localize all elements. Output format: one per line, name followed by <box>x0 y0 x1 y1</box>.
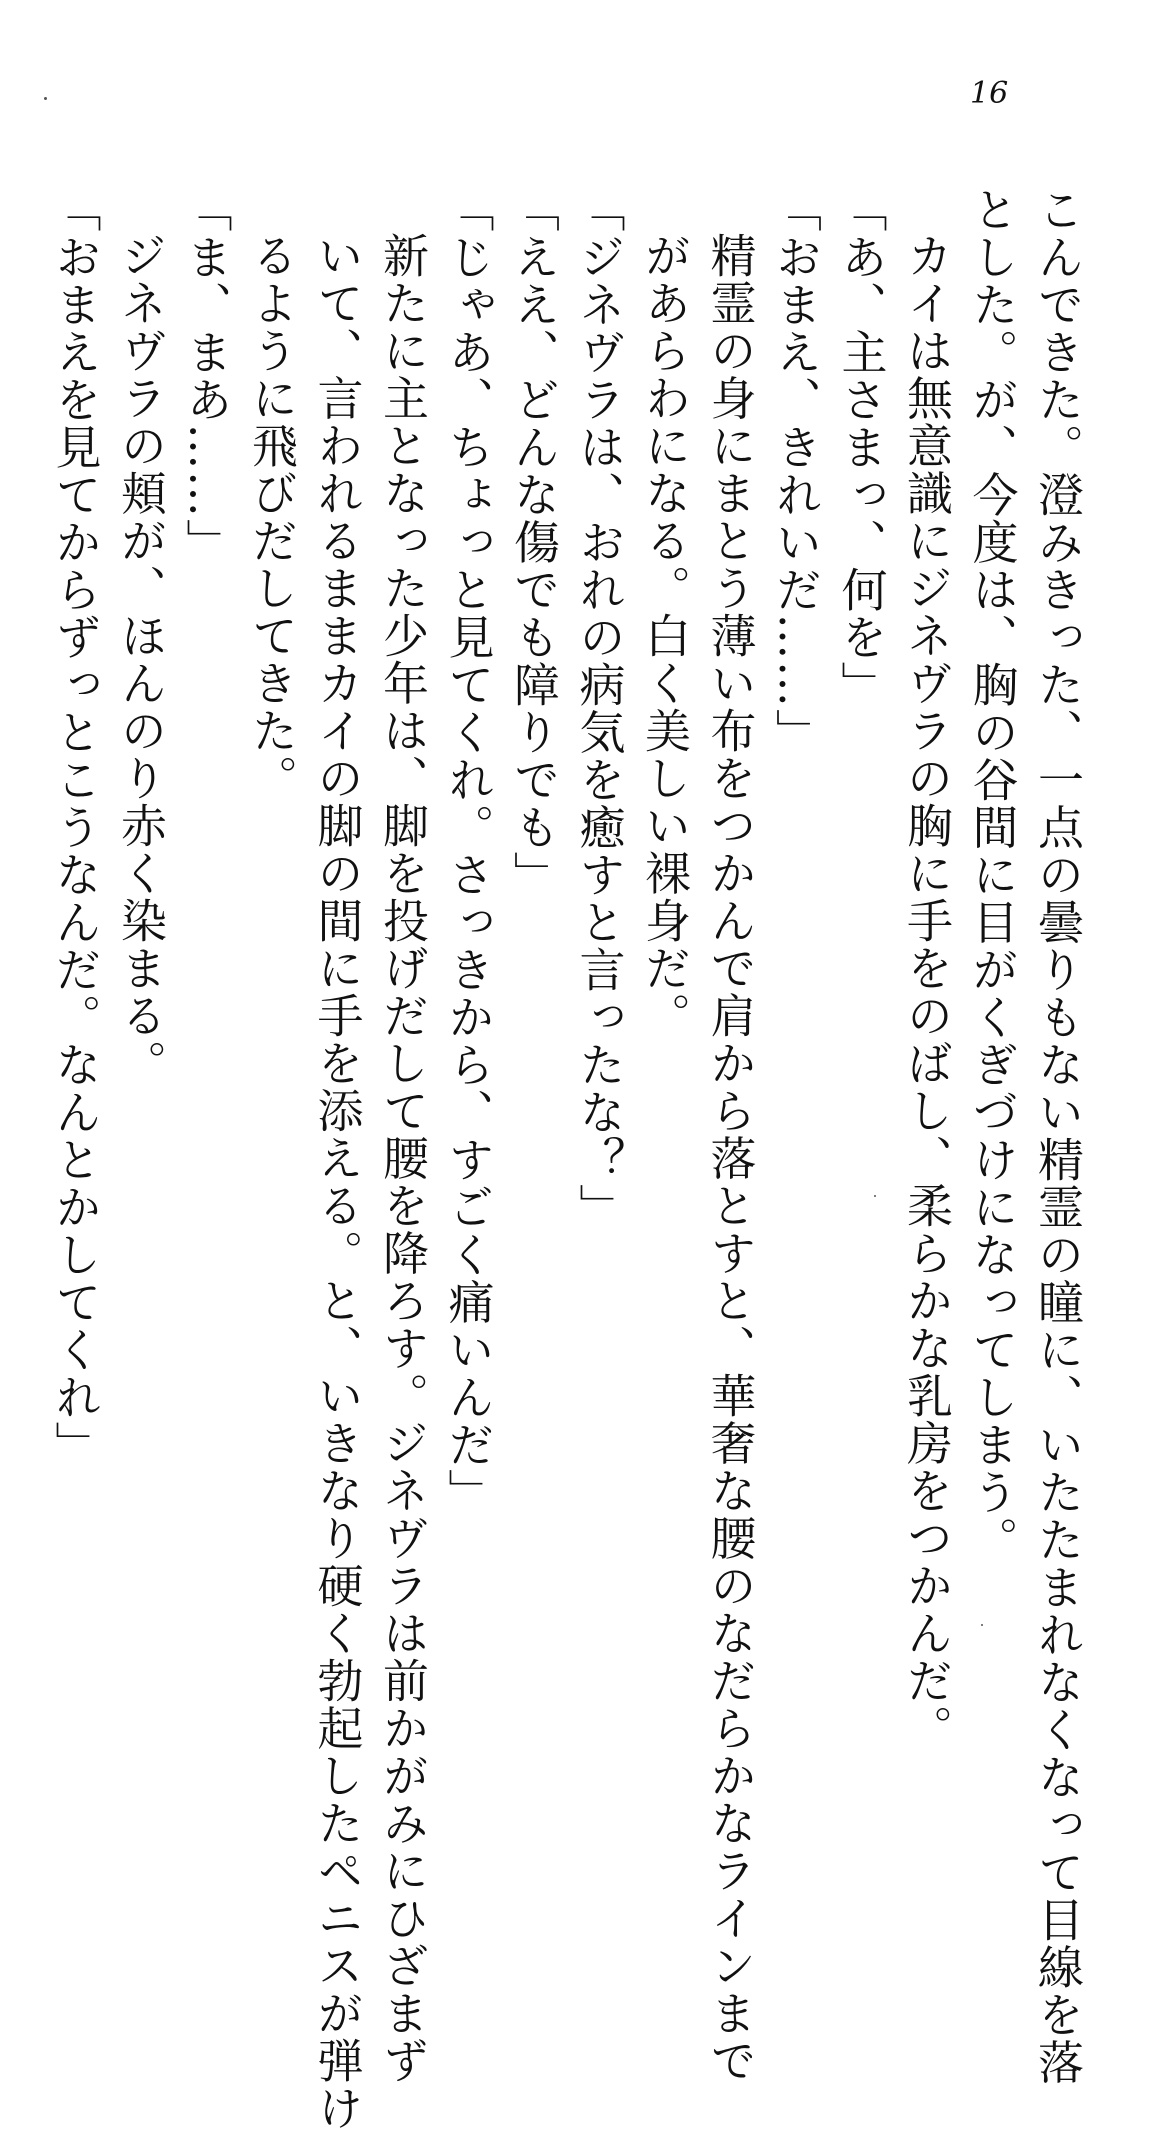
paragraph <box>894 186 960 1752</box>
text-line: 「おまえ、きれいだ……」 <box>769 186 823 756</box>
text-line: 精霊の身にまとう薄い布をつかんで肩から落とすと、華奢な腰のなだらかなラインまで <box>703 232 758 2085</box>
text-line: 「おまえを見てからずっとこうなんだ。なんとかしてくれ」 <box>48 186 103 1469</box>
paragraph <box>632 186 763 2085</box>
page-number: 16 <box>970 76 1009 111</box>
scan-speck <box>874 1195 876 1197</box>
dialogue-line <box>566 186 632 1706</box>
text-line: とした。が、今度は、胸の谷間に目がくぎづけになってしまう。 <box>965 186 1020 1564</box>
text-line: るように飛びだしてきた。 <box>245 232 299 802</box>
text-line: 「ええ、どんな傷でも障りでも」 <box>507 186 561 899</box>
text-line: 新たに主となった少年は、脚を投げだして腰を降ろす。ジネヴラは前かがみにひざまず <box>376 232 430 2085</box>
text-line: ジネヴラの頬が、ほんのり赤く染まる。 <box>114 232 168 1087</box>
dialogue-line <box>501 186 567 1706</box>
scan-speck <box>44 97 47 100</box>
body-text <box>48 186 1090 2132</box>
paragraph <box>108 186 174 1706</box>
dialogue-line <box>763 186 829 1706</box>
text-line: があらわになる。白く美しい裸身だ。 <box>638 232 692 1040</box>
text-line: 「ま、まあ……」 <box>179 186 234 566</box>
text-line: 「ジネヴラは、おれの病気を癒すと言ったな？」 <box>572 186 627 1231</box>
text-line: こんできた。澄みきった、一点の曇りもない精霊の瞳に、いたたまれなくなって目線を落 <box>1031 186 1085 2086</box>
text-line: いて、言われるままカイの脚の間に手を添える。と、いきなり硬く勃起したペニスが弾け <box>310 232 365 2132</box>
dialogue-line <box>828 186 894 1706</box>
dialogue-line <box>173 186 239 1706</box>
dialogue-line <box>435 186 501 1706</box>
scan-speck <box>981 1624 983 1626</box>
paragraph <box>959 186 1090 2086</box>
text-line: 「あ、主さまっ、何を」 <box>834 186 889 709</box>
dialogue-line <box>42 186 108 1706</box>
text-line: カイは無意識にジネヴラの胸に手をのばし、柔らかな乳房をつかんだ。 <box>900 232 954 1752</box>
text-line: 「じゃあ、ちょっと見てくれ。さっきから、すごく痛いんだ」 <box>441 186 496 1516</box>
paragraph <box>239 186 436 2132</box>
